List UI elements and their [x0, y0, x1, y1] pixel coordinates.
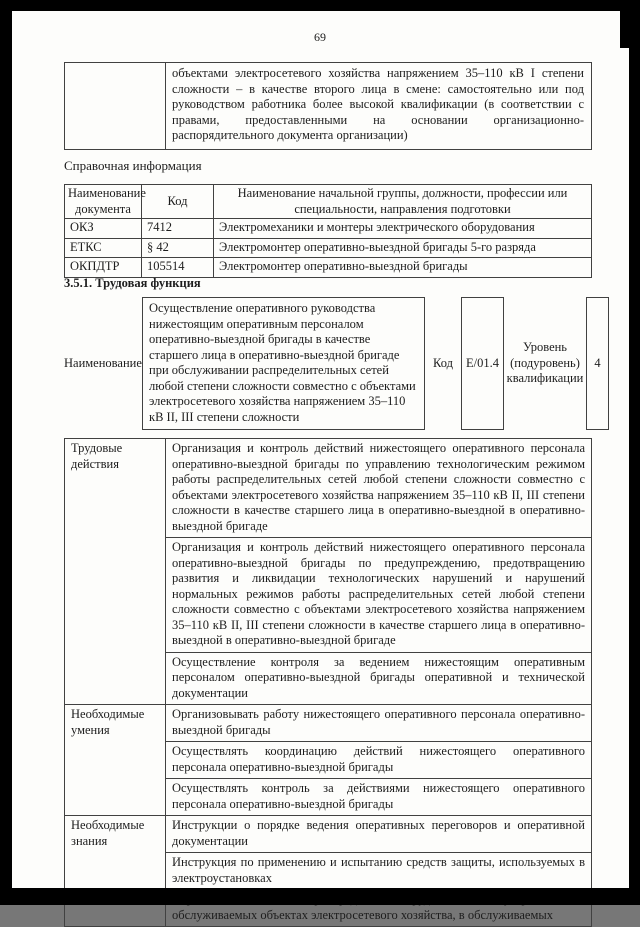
scan-border-corner [620, 0, 640, 48]
function-level-label: Уровень (подуровень) квалификации [506, 340, 584, 386]
detail-item: Организация и контроль действий нижестоящего оперативного персонала оперативно-выездной бригады по управлению технологическим режимом работы распределительных сетей любой степени сложности совместно с объектами электросетевого хозяйства напряжением 35–110 кВ II, III степени сложности в качестве старшего лица в оперативно-выездной в оперативно-выездной бригаде [166, 439, 592, 538]
function-name-text: Осуществление оперативного руководства нижестоящим оперативным персоналом оперативно-выездной бригады в качестве старшего лица в оперативно-выездной бригаде при обслуживании распределительных сетей любой степени сложности совместно с объектами электросетевого хозяйства напряжением 35–110 кВ II, III степени сложности [142, 297, 425, 430]
labor-function-header-table [64, 297, 609, 430]
detail-item: Осуществлять контроль за действиями нижестоящего оперативного персонала оперативно-выездной бригады [166, 779, 592, 816]
scan-border-bottom [0, 888, 640, 905]
detail-item: Осуществление контроля за ведением нижестоящим оперативным персоналом оперативно-выездной бригады оперативной и технической документации [166, 652, 592, 705]
ref-doc-code: 7412 [142, 219, 214, 239]
page-number: 69 [314, 30, 326, 44]
table-header-row [65, 185, 592, 219]
ref-doc-code: § 42 [142, 238, 214, 258]
ref-doc-name: ОКЗ [65, 219, 142, 239]
function-code-label: Код [433, 355, 453, 370]
ref-header-code: Код [142, 185, 214, 219]
detail-item: Организация и контроль действий нижестоящего оперативного персонала оперативно-выездной бригады по предупреждению, предотвращению развития и ликвидации технологических нарушений и нарушений нормальных режимов работы распределительных сетей любой степени сложности совместно с объектами электросетевого хозяйства напряжением 35–110 кВ II, III степени сложности в качестве старшего лица в оперативно-выездной в оперативно-выездной бригаде [166, 538, 592, 653]
scan-border-top [0, 0, 640, 11]
table-row [65, 238, 592, 258]
scan-border-right [629, 0, 640, 905]
detail-item: Инструкции о порядке ведения оперативных переговоров и оперативной документации [166, 816, 592, 853]
table-row [65, 439, 592, 538]
scan-border-left [0, 0, 12, 905]
detail-item: Организовывать работу нижестоящего оперативного персонала оперативно-выездной бригады [166, 705, 592, 742]
reference-info-heading: Справочная информация [64, 158, 202, 173]
function-level-value: 4 [586, 297, 609, 430]
table-row [65, 816, 592, 853]
ref-doc-code: 105514 [142, 258, 214, 278]
section-label-required-skills: Необходимые умения [65, 705, 166, 816]
table-row [65, 705, 592, 742]
table-row [65, 258, 592, 278]
function-name-label: Наименование [64, 355, 142, 370]
ref-header-document: Наименование документа [65, 185, 142, 219]
detail-item: обслуживаемых объектах электросетевого хозяйства, в обслуживаемых [166, 890, 592, 927]
detail-item: Осуществлять координацию действий нижестоящего оперативного персонала оперативно-выездной бригады [166, 742, 592, 779]
function-code-value: Е/01.4 [461, 297, 504, 430]
detail-item: Инструкция по применению и испытанию средств защиты, используемых в электроустановках [166, 853, 592, 890]
section-label-labor-actions: Трудовые действия [65, 439, 166, 705]
ref-group-name: Электромонтер оперативно-выездной бригады 5-го разряда [214, 238, 592, 258]
labor-function-heading: 3.5.1. Трудовая функция [64, 276, 201, 290]
ref-group-name: Электромеханики и монтеры электрического оборудования [214, 219, 592, 239]
continuation-empty-cell [65, 63, 166, 150]
continuation-table [64, 62, 592, 150]
continuation-text: объектами электросетевого хозяйства напряжением 35–110 кВ I степени сложности – в качестве второго лица в смене: самостоятельно или под руководством работника более высокой квалификации (в соответствии с правами, предоставленными на основании организационно-распорядительного документа организации) [166, 63, 592, 150]
ref-doc-name: ОКПДТР [65, 258, 142, 278]
ref-doc-name: ЕТКС [65, 238, 142, 258]
ref-group-name: Электромонтер оперативно-выездной бригады [214, 258, 592, 278]
ref-header-group-name: Наименование начальной группы, должности, профессии или специальности, направления подготовки [214, 185, 592, 219]
reference-table [64, 184, 592, 278]
table-row [65, 219, 592, 239]
section-label-required-knowledge: Необходимые знания [65, 816, 166, 927]
details-table [64, 438, 592, 927]
table-row [65, 63, 592, 150]
